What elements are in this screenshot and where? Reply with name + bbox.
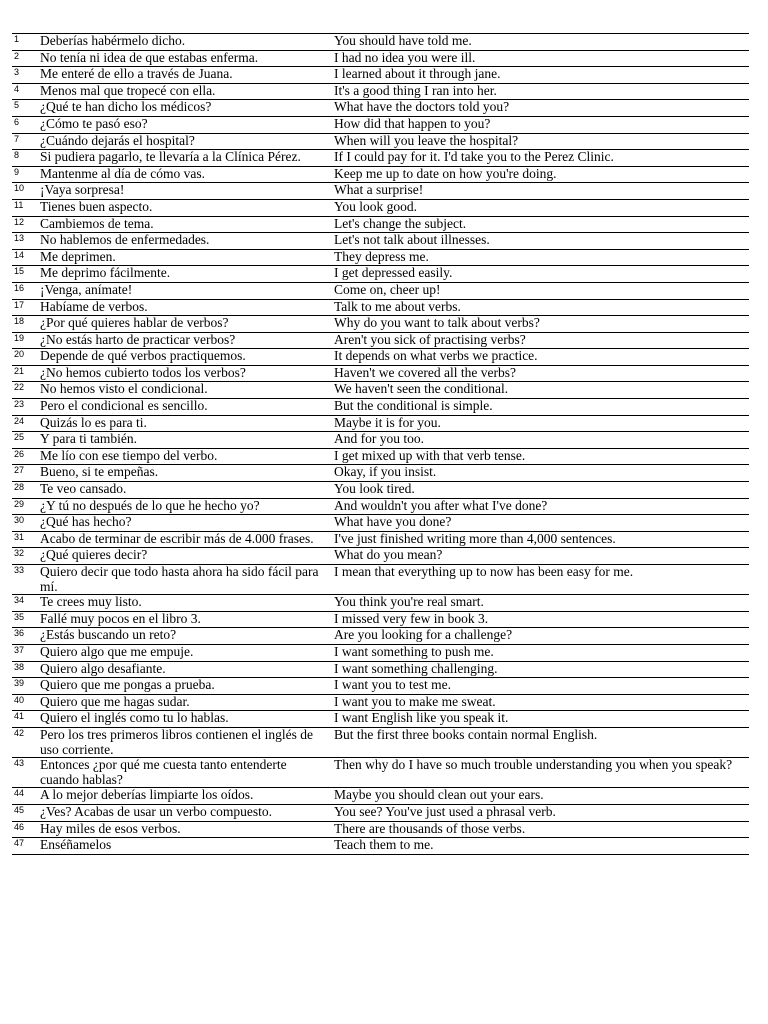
table-row <box>12 711 749 728</box>
table-row <box>12 531 749 548</box>
english-phrase: You see? You've just used a phrasal verb. <box>334 804 556 819</box>
row-number: 1 <box>14 34 20 44</box>
spanish-phrase: Quizás lo es para ti. <box>40 415 147 430</box>
row-number: 45 <box>14 804 25 815</box>
table-row <box>12 465 749 482</box>
row-number: 28 <box>14 482 25 493</box>
table-row <box>12 548 749 565</box>
table-row <box>12 382 749 399</box>
table-row <box>12 661 749 678</box>
spanish-phrase: Depende de qué verbos practiquemos. <box>40 348 246 364</box>
row-number: 29 <box>14 498 25 509</box>
table-row <box>12 365 749 382</box>
spanish-phrase: Me deprimen. <box>40 249 116 264</box>
english-phrase: When will you leave the hospital? <box>334 133 519 148</box>
english-phrase: I want something to push me. <box>334 644 494 659</box>
table-row <box>12 100 749 117</box>
english-phrase: Why do you want to talk about verbs? <box>334 315 540 331</box>
spanish-phrase: ¿Qué quieres decir? <box>40 547 148 563</box>
spanish-phrase: Quiero que me hagas sudar. <box>40 694 190 709</box>
spanish-phrase: ¿No hemos cubierto todos los verbos? <box>40 365 246 380</box>
row-number: 14 <box>14 249 25 260</box>
table-row <box>12 515 749 532</box>
spanish-phrase: ¡Venga, anímate! <box>40 282 133 297</box>
english-phrase: What a surprise! <box>334 182 424 198</box>
english-phrase: If I could pay for it. I'd take you to the Perez Clinic. <box>334 149 614 165</box>
table-row <box>12 349 749 366</box>
table-row <box>12 50 749 67</box>
row-number: 10 <box>14 183 25 194</box>
table-row <box>12 166 749 183</box>
phrase-table-body <box>12 34 749 855</box>
spanish-phrase: Te crees muy listo. <box>40 594 142 610</box>
table-row <box>12 399 749 416</box>
spanish-phrase: No hemos visto el condicional. <box>40 381 208 397</box>
english-phrase: Talk to me about verbs. <box>334 299 461 314</box>
table-row <box>12 249 749 266</box>
table-row <box>12 482 749 499</box>
table-row <box>12 67 749 84</box>
row-number: 39 <box>14 678 25 689</box>
spanish-phrase: Tienes buen aspecto. <box>40 199 153 214</box>
english-phrase: Then why do I have so much trouble understanding you when you speak? <box>334 757 733 773</box>
english-phrase: But the conditional is simple. <box>334 398 493 414</box>
spanish-phrase: Mantenme al día de cómo vas. <box>40 166 205 181</box>
english-phrase: But the first three books contain normal English. <box>334 727 598 742</box>
spanish-phrase: Quiero decir que todo hasta ahora ha sido fácil para mí. <box>40 564 319 594</box>
english-phrase: It depends on what verbs we practice. <box>334 348 538 364</box>
table-row <box>12 448 749 465</box>
spanish-phrase: Hay miles de esos verbos. <box>40 821 181 836</box>
row-number: 47 <box>14 838 25 849</box>
table-row <box>12 788 749 805</box>
english-phrase: You think you're real smart. <box>334 594 484 610</box>
english-phrase: What have you done? <box>334 514 452 530</box>
english-phrase: Come on, cheer up! <box>334 282 441 297</box>
english-phrase: Maybe it is for you. <box>334 415 441 430</box>
table-row <box>12 415 749 432</box>
spanish-phrase: Y para ti también. <box>40 431 137 447</box>
english-phrase: Keep me up to date on how you're doing. <box>334 166 557 181</box>
row-number: 42 <box>14 727 25 738</box>
table-row <box>12 282 749 299</box>
spanish-phrase: ¿Ves? Acabas de usar un verbo compuesto. <box>40 804 273 819</box>
english-phrase: I had no idea you were ill. <box>334 50 476 65</box>
row-number: 3 <box>14 67 20 78</box>
spanish-phrase: Menos mal que tropecé con ella. <box>40 83 216 98</box>
row-number: 24 <box>14 415 25 426</box>
table-row <box>12 432 749 449</box>
spanish-phrase: Enséñamelos <box>40 837 112 853</box>
row-number: 2 <box>14 50 20 61</box>
phrase-table <box>12 33 749 855</box>
row-number: 37 <box>14 644 25 655</box>
table-row <box>12 804 749 821</box>
spanish-phrase: ¿Cuándo dejarás el hospital? <box>40 133 195 148</box>
row-number: 8 <box>14 150 20 161</box>
spanish-phrase: Deberías habérmelo dicho. <box>40 33 186 48</box>
row-number: 13 <box>14 233 25 244</box>
row-number: 5 <box>14 100 20 111</box>
spanish-phrase: Entonces ¿por qué me cuesta tanto entenderte cuando hablas? <box>40 757 287 787</box>
spanish-phrase: Pero los tres primeros libros contienen el inglés de uso corriente. <box>40 727 313 757</box>
row-number: 43 <box>14 758 25 769</box>
english-phrase: How did that happen to you? <box>334 116 491 131</box>
spanish-phrase: Me enteré de ello a través de Juana. <box>40 66 233 82</box>
table-row <box>12 678 749 695</box>
spanish-phrase: ¿Cómo te pasó eso? <box>40 116 148 131</box>
table-row <box>12 758 749 788</box>
row-number: 22 <box>14 382 25 393</box>
table-row <box>12 216 749 233</box>
spanish-phrase: Quiero que me pongas a prueba. <box>40 677 215 693</box>
english-phrase: You should have told me. <box>334 33 472 48</box>
english-phrase: Maybe you should clean out your ears. <box>334 787 544 803</box>
spanish-phrase: Acabo de terminar de escribir más de 4.000 frases. <box>40 531 314 546</box>
spanish-phrase: Pero el condicional es sencillo. <box>40 398 208 414</box>
table-row <box>12 628 749 645</box>
english-phrase: They depress me. <box>334 249 429 264</box>
spanish-phrase: Fallé muy pocos en el libro 3. <box>40 611 201 626</box>
english-phrase: Aren't you sick of practising verbs? <box>334 332 526 347</box>
row-number: 35 <box>14 611 25 622</box>
english-phrase: You look tired. <box>334 481 415 497</box>
table-row <box>12 299 749 316</box>
english-phrase: There are thousands of those verbs. <box>334 821 526 836</box>
english-phrase: I've just finished writing more than 4,000 sentences. <box>334 531 616 546</box>
spanish-phrase: No hablemos de enfermedades. <box>40 232 210 248</box>
table-row <box>12 611 749 628</box>
row-number: 4 <box>14 83 20 94</box>
english-phrase: I get depressed easily. <box>334 265 453 281</box>
row-number: 36 <box>14 628 25 639</box>
table-row <box>12 233 749 250</box>
row-number: 30 <box>14 515 25 526</box>
table-row <box>12 316 749 333</box>
table-row <box>12 150 749 167</box>
spanish-phrase: ¿Estás buscando un reto? <box>40 627 177 643</box>
spanish-phrase: Te veo cansado. <box>40 481 127 497</box>
table-row <box>12 183 749 200</box>
english-phrase: What do you mean? <box>334 547 443 563</box>
row-number: 9 <box>14 166 20 177</box>
spanish-phrase: Quiero algo desafiante. <box>40 661 166 676</box>
spanish-phrase: ¿Y tú no después de lo que he hecho yo? <box>40 498 260 513</box>
spanish-phrase: ¡Vaya sorpresa! <box>40 182 125 198</box>
row-number: 41 <box>14 711 25 722</box>
spanish-phrase: Me lío con ese tiempo del verbo. <box>40 448 218 463</box>
table-row <box>12 266 749 283</box>
english-phrase: I want English like you speak it. <box>334 710 509 726</box>
spanish-phrase: A lo mejor deberías limpiarte los oídos. <box>40 787 254 803</box>
english-phrase: I get mixed up with that verb tense. <box>334 448 526 463</box>
table-row <box>12 116 749 133</box>
row-number: 46 <box>14 821 25 832</box>
table-row <box>12 498 749 515</box>
table-row <box>12 694 749 711</box>
spanish-phrase: Quiero algo que me empuje. <box>40 644 194 659</box>
spanish-phrase: Cambiemos de tema. <box>40 216 154 231</box>
row-number: 11 <box>14 199 24 210</box>
row-number: 21 <box>14 365 25 376</box>
english-phrase: You look good. <box>334 199 418 214</box>
row-number: 17 <box>14 299 25 310</box>
row-number: 33 <box>14 565 25 575</box>
table-row <box>12 133 749 150</box>
row-number: 40 <box>14 694 25 705</box>
spanish-phrase: Si pudiera pagarlo, te llevaría a la Clínica Pérez. <box>40 149 301 165</box>
table-row <box>12 34 749 51</box>
english-phrase: I missed very few in book 3. <box>334 611 489 626</box>
spanish-phrase: Bueno, si te empeñas. <box>40 464 159 480</box>
row-number: 23 <box>14 399 25 410</box>
row-number: 38 <box>14 661 25 672</box>
english-phrase: I learned about it through jane. <box>334 66 501 82</box>
english-phrase: And for you too. <box>334 431 424 447</box>
english-phrase: Okay, if you insist. <box>334 464 437 480</box>
english-phrase: We haven't seen the conditional. <box>334 381 509 397</box>
english-phrase: Haven't we covered all the verbs? <box>334 365 516 380</box>
row-number: 6 <box>14 116 20 127</box>
english-phrase: And wouldn't you after what I've done? <box>334 498 548 513</box>
table-row <box>12 727 749 757</box>
table-row <box>12 199 749 216</box>
table-row <box>12 83 749 100</box>
row-number: 16 <box>14 282 25 293</box>
english-phrase: I mean that everything up to now has been easy for me. <box>334 564 634 579</box>
row-number: 25 <box>14 432 25 443</box>
row-number: 34 <box>14 595 25 606</box>
table-row <box>12 821 749 838</box>
table-row <box>12 595 749 612</box>
table-row <box>12 332 749 349</box>
row-number: 31 <box>14 531 25 542</box>
row-number: 26 <box>14 448 25 459</box>
table-row <box>12 838 749 855</box>
spanish-phrase: Me deprimo fácilmente. <box>40 265 171 281</box>
row-number: 32 <box>14 548 25 559</box>
spanish-phrase: ¿No estás harto de practicar verbos? <box>40 332 236 347</box>
spanish-phrase: No tenía ni idea de que estabas enferma. <box>40 50 259 65</box>
row-number: 27 <box>14 465 25 476</box>
row-number: 15 <box>14 266 25 277</box>
spanish-phrase: ¿Qué has hecho? <box>40 514 132 530</box>
table-row <box>12 644 749 661</box>
row-number: 20 <box>14 349 25 360</box>
english-phrase: Let's change the subject. <box>334 216 467 231</box>
spanish-phrase: ¿Por qué quieres hablar de verbos? <box>40 315 229 331</box>
row-number: 7 <box>14 133 20 144</box>
spanish-phrase: Quiero el inglés como tu lo hablas. <box>40 710 229 726</box>
row-number: 18 <box>14 316 25 327</box>
english-phrase: It's a good thing I ran into her. <box>334 83 497 98</box>
table-row <box>12 565 749 595</box>
spanish-phrase: Habíame de verbos. <box>40 299 148 314</box>
english-phrase: I want you to test me. <box>334 677 451 693</box>
english-phrase: I want something challenging. <box>334 661 498 676</box>
english-phrase: What have the doctors told you? <box>334 99 510 115</box>
row-number: 19 <box>14 332 25 343</box>
english-phrase: Teach them to me. <box>334 837 434 853</box>
english-phrase: I want you to make me sweat. <box>334 694 496 709</box>
spanish-phrase: ¿Qué te han dicho los médicos? <box>40 99 212 115</box>
english-phrase: Let's not talk about illnesses. <box>334 232 490 248</box>
row-number: 44 <box>14 788 25 799</box>
row-number: 12 <box>14 216 25 227</box>
english-phrase: Are you looking for a challenge? <box>334 627 513 643</box>
